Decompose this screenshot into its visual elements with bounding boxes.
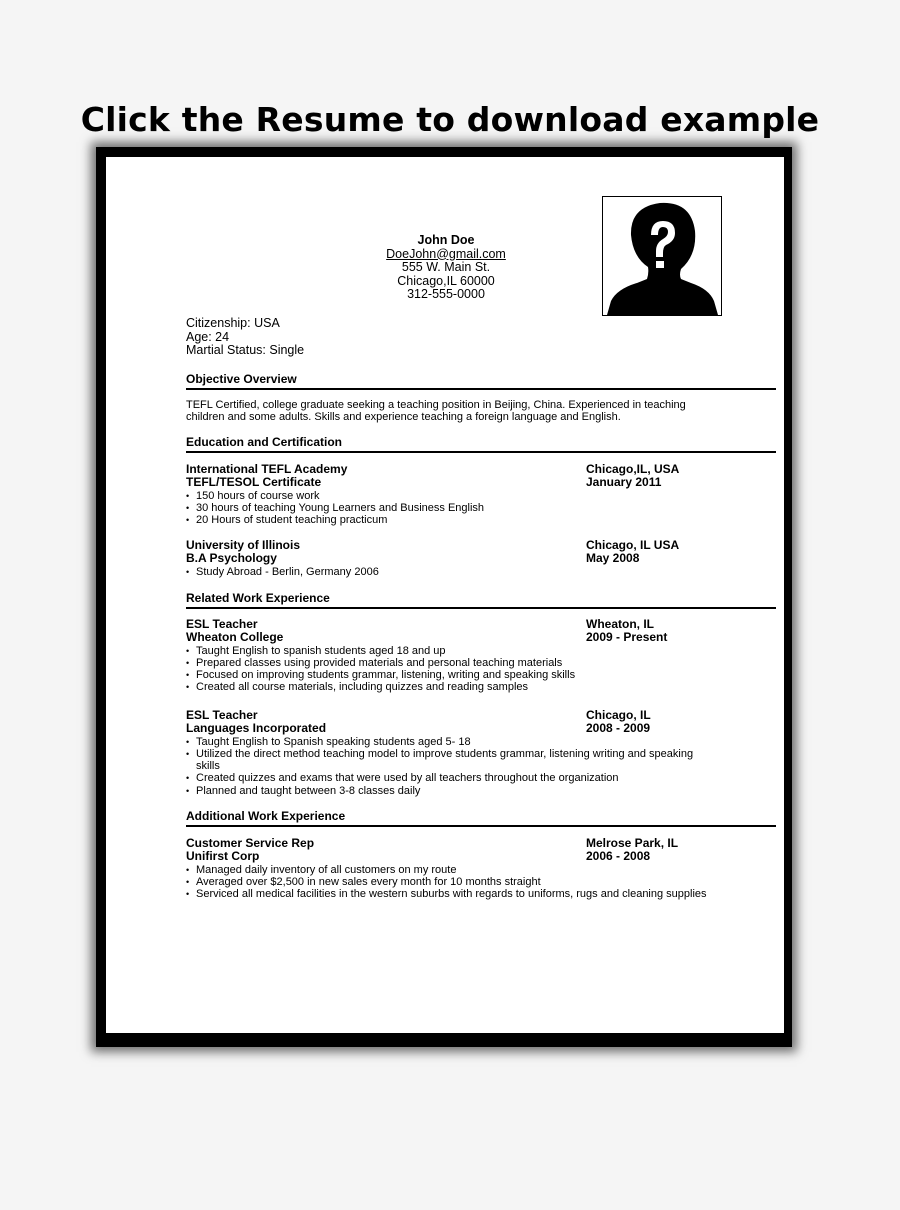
address-line-2: Chicago,IL 60000 — [397, 273, 495, 288]
list-item: • 150 hours of course work — [196, 490, 716, 502]
related-work-heading: Related Work Experience — [186, 592, 776, 609]
entry-org: ESL Teacher — [186, 617, 258, 631]
contact-block — [346, 234, 546, 302]
resume-page[interactable] — [106, 157, 784, 1033]
address-line-1: 555 W. Main St. — [401, 260, 491, 274]
applicant-name: John Doe — [417, 233, 475, 247]
entry-location: Chicago,IL, USA — [586, 462, 680, 476]
entry-date: January 2011 — [586, 475, 662, 490]
entry-location: Chicago, IL USA — [586, 538, 680, 552]
list-item: • 20 Hours of student teaching practicum — [196, 514, 716, 526]
list-item: • Study Abroad - Berlin, Germany 2006 — [196, 566, 716, 578]
entry-location: Wheaton, IL — [586, 617, 654, 631]
age: Age: 24 — [186, 329, 230, 344]
list-item: • Serviced all medical facilities in the western suburbs with regards to uniforms, rugs and cleaning supplies — [196, 888, 716, 900]
list-item: • Utilized the direct method teaching model to improve students grammar, listening writing and speaking skills — [196, 748, 716, 772]
list-item: • Created quizzes and exams that were used by all teachers throughout the organization — [196, 772, 716, 784]
personal-info — [186, 317, 304, 358]
list-item: • Managed daily inventory of all customers on my route — [196, 864, 716, 876]
entry-location: Melrose Park, IL — [586, 836, 679, 850]
entry-sub: Unifirst Corp — [186, 849, 260, 864]
entry-date: 2006 - 2008 — [586, 849, 651, 864]
entry-sub: Wheaton College — [186, 630, 284, 645]
entry-location: Chicago, IL — [586, 708, 651, 722]
entry-bullets — [186, 736, 716, 797]
work-entry — [186, 709, 776, 797]
list-item: • Focused on improving students grammar, listening, writing and speaking skills — [196, 669, 716, 681]
citizenship: Citizenship: USA — [186, 316, 280, 330]
objective-heading: Objective Overview — [186, 373, 776, 390]
marital-status: Martial Status: Single — [186, 343, 305, 357]
entry-bullets — [186, 490, 716, 527]
list-item: • Averaged over $2,500 in new sales every month for 10 months straight — [196, 876, 716, 888]
placeholder-person-question-icon — [603, 197, 721, 315]
entry-org: Customer Service Rep — [186, 836, 315, 850]
work-entry — [186, 618, 776, 694]
list-item: • Taught English to Spanish speaking students aged 5- 18 — [196, 736, 716, 748]
download-banner-title: Click the Resume to download example — [80, 100, 820, 139]
entry-org: ESL Teacher — [186, 708, 258, 722]
profile-photo[interactable] — [602, 196, 722, 316]
work-entry — [186, 837, 776, 900]
entry-org: International TEFL Academy — [186, 462, 348, 476]
email-link[interactable]: DoeJohn@gmail.com — [386, 246, 506, 261]
list-item: • Created all course materials, including quizzes and reading samples — [196, 681, 716, 693]
entry-date: May 2008 — [586, 551, 640, 566]
entry-sub: TEFL/TESOL Certificate — [186, 475, 322, 490]
list-item: • Taught English to spanish students aged 18 and up — [196, 645, 716, 657]
entry-org: University of Illinois — [186, 538, 301, 552]
entry-sub: B.A Psychology — [186, 551, 277, 566]
objective-text: TEFL Certified, college graduate seeking a teaching position in Beijing, China. Experienced in teaching children and some adults. Skills and experience teaching a foreign language and English. — [186, 399, 686, 424]
phone-number: 312-555-0000 — [407, 287, 485, 301]
education-entry — [186, 463, 776, 526]
additional-work-heading: Additional Work Experience — [186, 810, 776, 827]
entry-date: 2008 - 2009 — [586, 721, 651, 736]
entry-sub: Languages Incorporated — [186, 721, 327, 736]
entry-date: 2009 - Present — [586, 630, 668, 645]
education-heading: Education and Certification — [186, 436, 776, 453]
list-item: • Prepared classes using provided materials and personal teaching materials — [196, 657, 716, 669]
entry-bullets — [186, 645, 716, 694]
list-item: • Planned and taught between 3-8 classes daily — [196, 785, 716, 797]
entry-bullets — [186, 566, 716, 578]
list-item: • 30 hours of teaching Young Learners and Business English — [196, 502, 716, 514]
entry-bullets — [186, 864, 716, 901]
education-entry — [186, 539, 776, 578]
